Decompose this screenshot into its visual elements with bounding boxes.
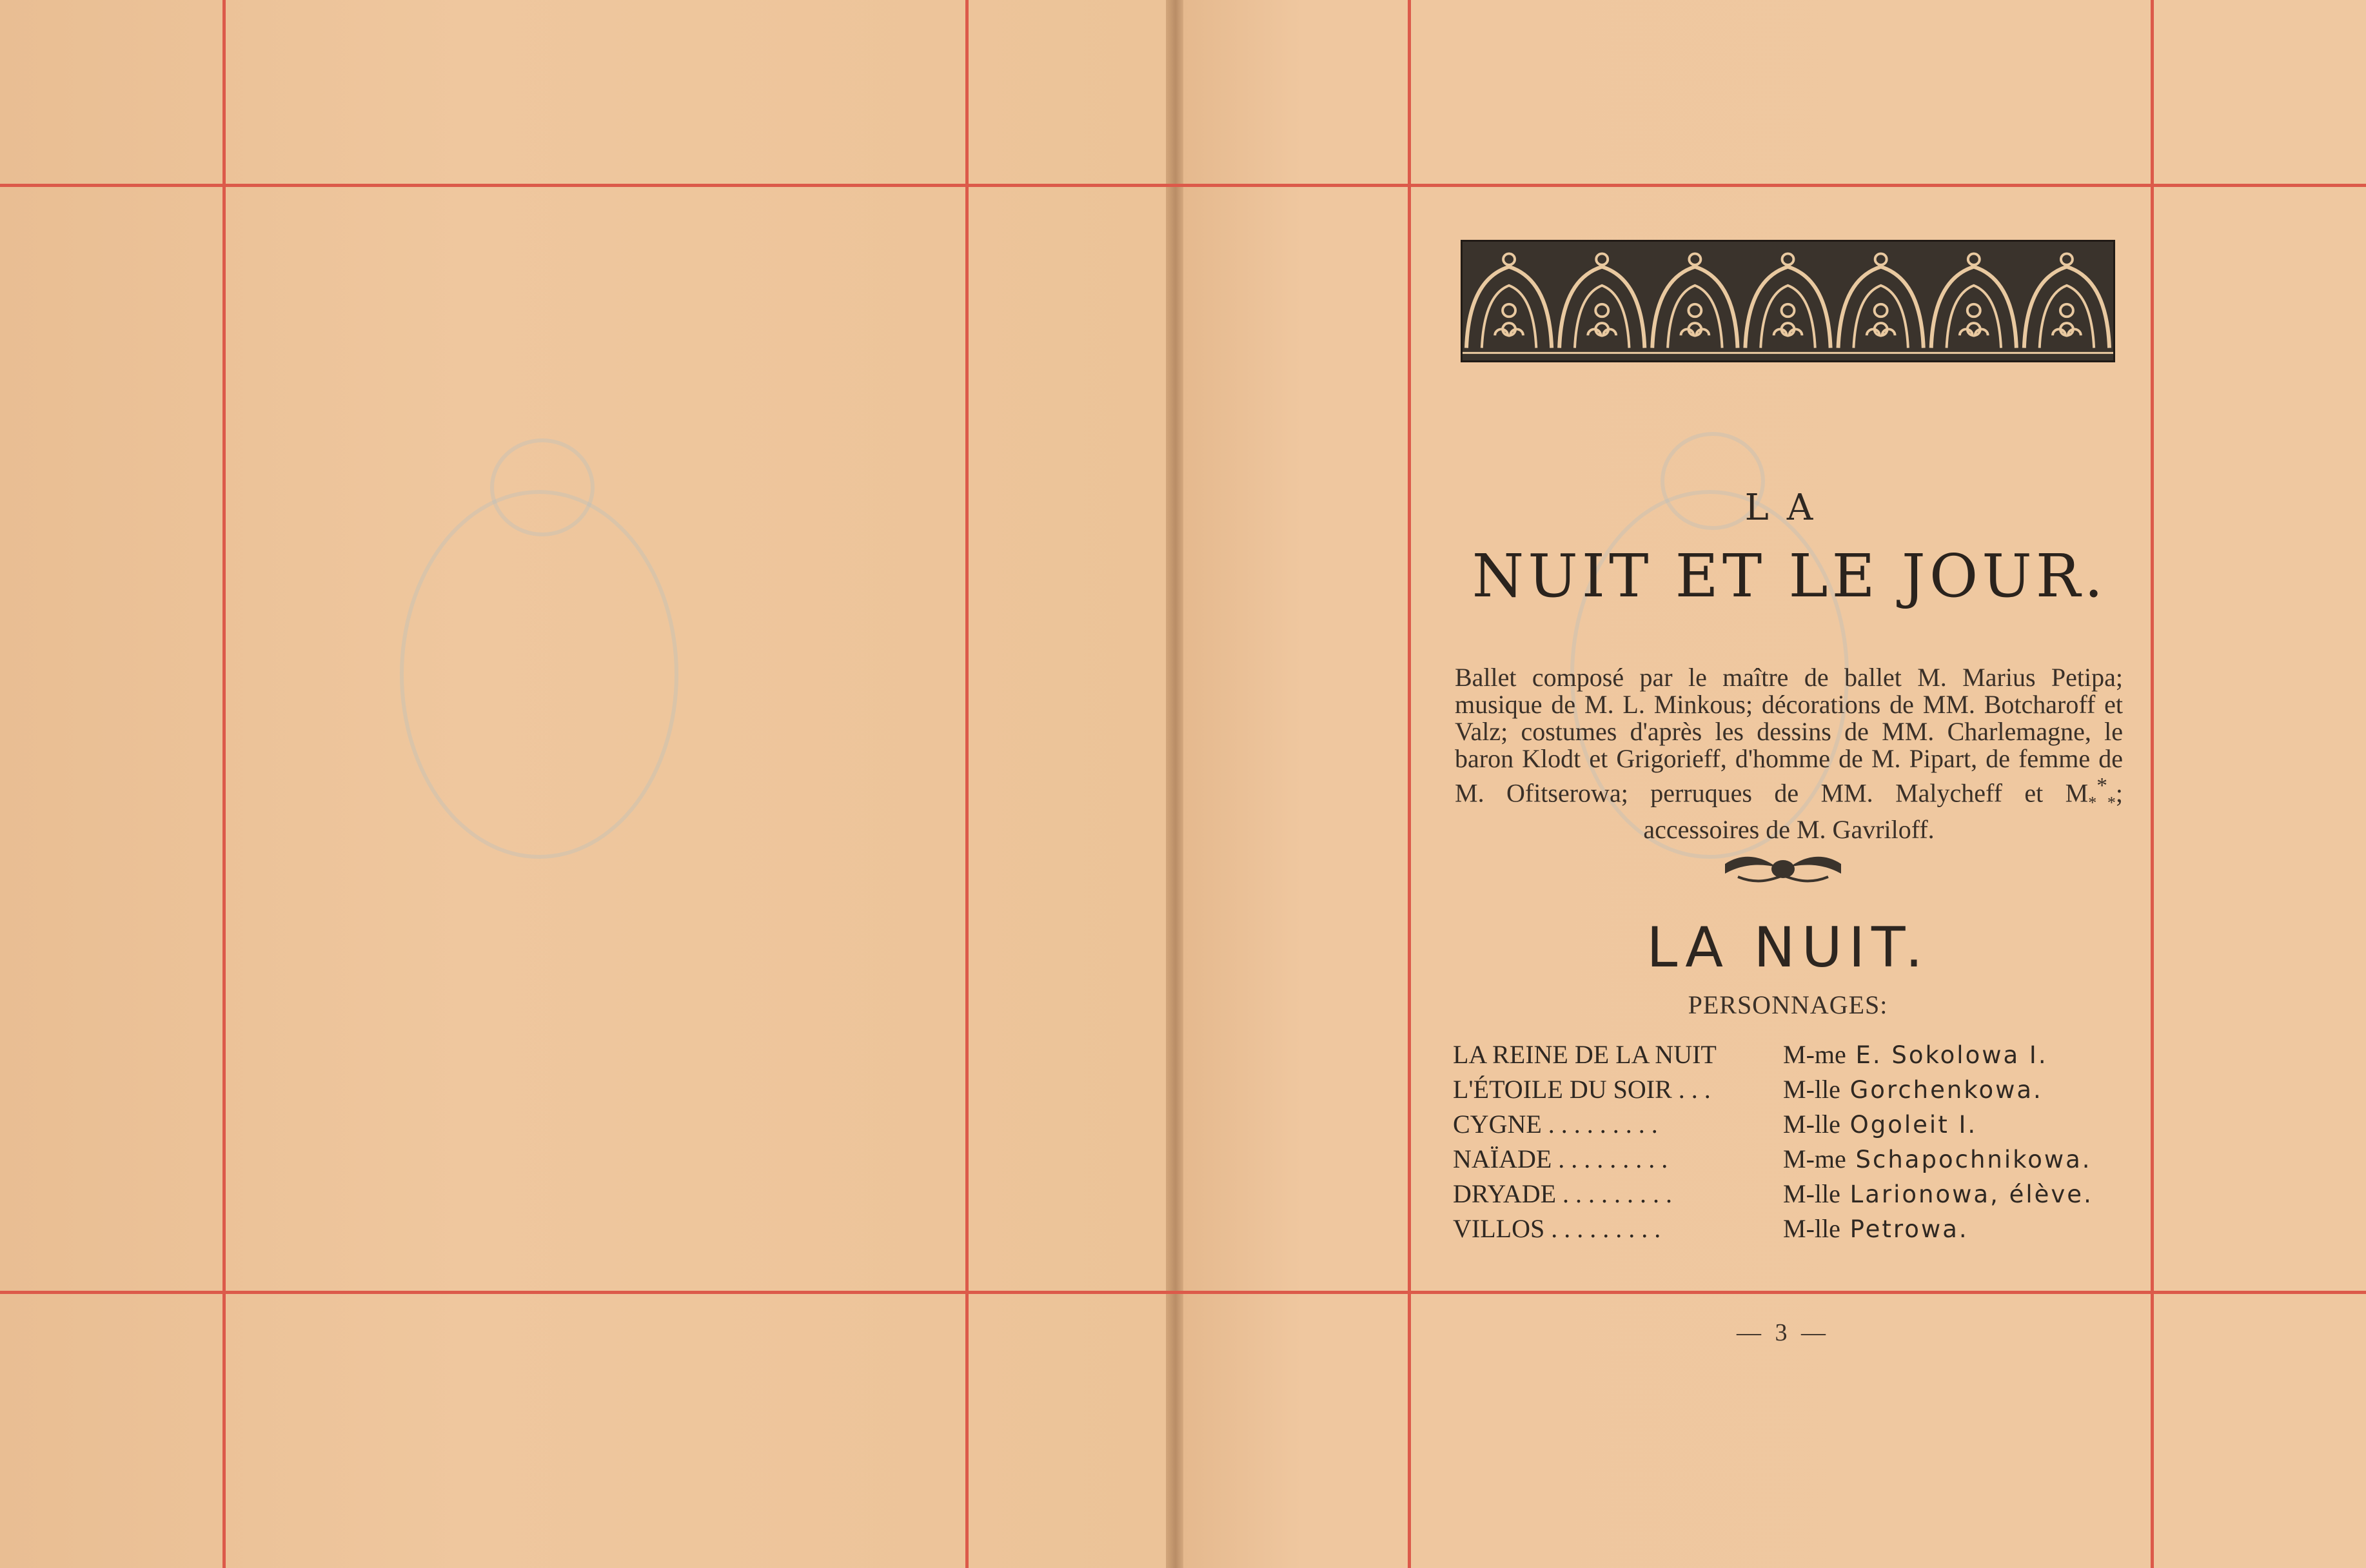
- page-title: NUIT ET LE JOUR.: [1472, 542, 2107, 611]
- cast-role: NAÏADE . . . . . . . . .: [1453, 1144, 1668, 1173]
- arch-motif: [2024, 253, 2109, 348]
- cast-role: VILLOS . . . . . . . . .: [1453, 1213, 1661, 1243]
- cast-role: DRYADE . . . . . . . . .: [1453, 1179, 1673, 1208]
- arch-motif: [1652, 253, 1737, 348]
- cast-role: L'ÉTOILE DU SOIR . . .: [1453, 1074, 1711, 1104]
- cast-performer: [1783, 1144, 2092, 1174]
- book-spine: [1166, 0, 1185, 1568]
- cast-performer: [1783, 1074, 2043, 1104]
- crop-rule: [2151, 0, 2154, 1568]
- cast-role: LA REINE DE LA NUIT: [1453, 1039, 1717, 1069]
- gothic-arch-ornament: [1463, 242, 2113, 360]
- crop-rule: [0, 1291, 2366, 1294]
- performer-name: Schapochnikowa.: [1846, 1145, 2092, 1173]
- performer-title: M-me: [1783, 1144, 1846, 1173]
- cast-row: [1453, 1037, 2136, 1072]
- crop-rule: [1408, 0, 1411, 1568]
- page-number: — 3 —: [1737, 1319, 1829, 1346]
- ornament-border: [1461, 240, 2115, 362]
- performer-name: Gorchenkowa.: [1840, 1075, 2043, 1104]
- title-article: LA: [1744, 487, 1831, 529]
- arch-motif: [1931, 253, 2016, 348]
- arch-motif: [1745, 253, 1830, 348]
- arch-motif: [1466, 253, 1552, 348]
- cast-list: [1453, 1037, 2136, 1246]
- credits-asterisk: *: [2107, 793, 2116, 812]
- credits-paragraph: [1455, 664, 2123, 843]
- performer-name: Petrowa.: [1840, 1215, 1969, 1243]
- performer-name: Larionowa, élève.: [1840, 1180, 2093, 1208]
- credits-tail: ; accessoires de M. Gavriloff.: [1643, 778, 2123, 845]
- performer-title: M-me: [1783, 1039, 1846, 1069]
- cast-performer: [1783, 1179, 2093, 1209]
- crop-rule: [0, 184, 2366, 187]
- cast-performer: [1783, 1039, 2048, 1070]
- watermark-emblem: [400, 490, 678, 859]
- cast-row: [1453, 1176, 2136, 1211]
- cast-role: CYGNE . . . . . . . . .: [1453, 1109, 1658, 1139]
- credits-text: Ballet composé par le maître de ballet M. Marius Petipa; musique de M. L. Minkous; décorations de MM. Botcharoff et Valz; costumes d'après les dessins de MM. Charlemagne, le baron Klodt et Grigorieff, d'homme de M. Pipart, de femme de M. Ofitserowa; perruques de MM. Malycheff et M: [1455, 663, 2123, 808]
- cast-row: [1453, 1211, 2136, 1246]
- credits-asterisk: *: [2088, 793, 2097, 812]
- performer-title: M-lle: [1783, 1213, 1840, 1243]
- left-page: [0, 0, 1167, 1568]
- cast-row: [1453, 1106, 2136, 1141]
- credits-asterisk: *: [2096, 774, 2107, 798]
- section-title: LA NUIT.: [1646, 916, 1929, 980]
- cast-performer: [1783, 1109, 1977, 1139]
- performer-title: M-lle: [1783, 1179, 1840, 1208]
- arch-motif: [1839, 253, 1924, 348]
- cast-row: [1453, 1141, 2136, 1176]
- crop-rule: [222, 0, 226, 1568]
- cast-row: [1453, 1072, 2136, 1106]
- cast-performer: [1783, 1213, 1969, 1244]
- performer-title: M-lle: [1783, 1074, 1840, 1104]
- performer-name: Ogoleit I.: [1840, 1110, 1978, 1139]
- arch-motif: [1559, 253, 1644, 348]
- crop-rule: [965, 0, 969, 1568]
- fleuron-icon: [1719, 845, 1848, 890]
- performer-name: E. Sokolowa I.: [1846, 1041, 2048, 1069]
- performer-title: M-lle: [1783, 1109, 1840, 1139]
- watermark-emblem: [490, 438, 595, 536]
- section-subtitle: PERSONNAGES:: [1688, 990, 1888, 1019]
